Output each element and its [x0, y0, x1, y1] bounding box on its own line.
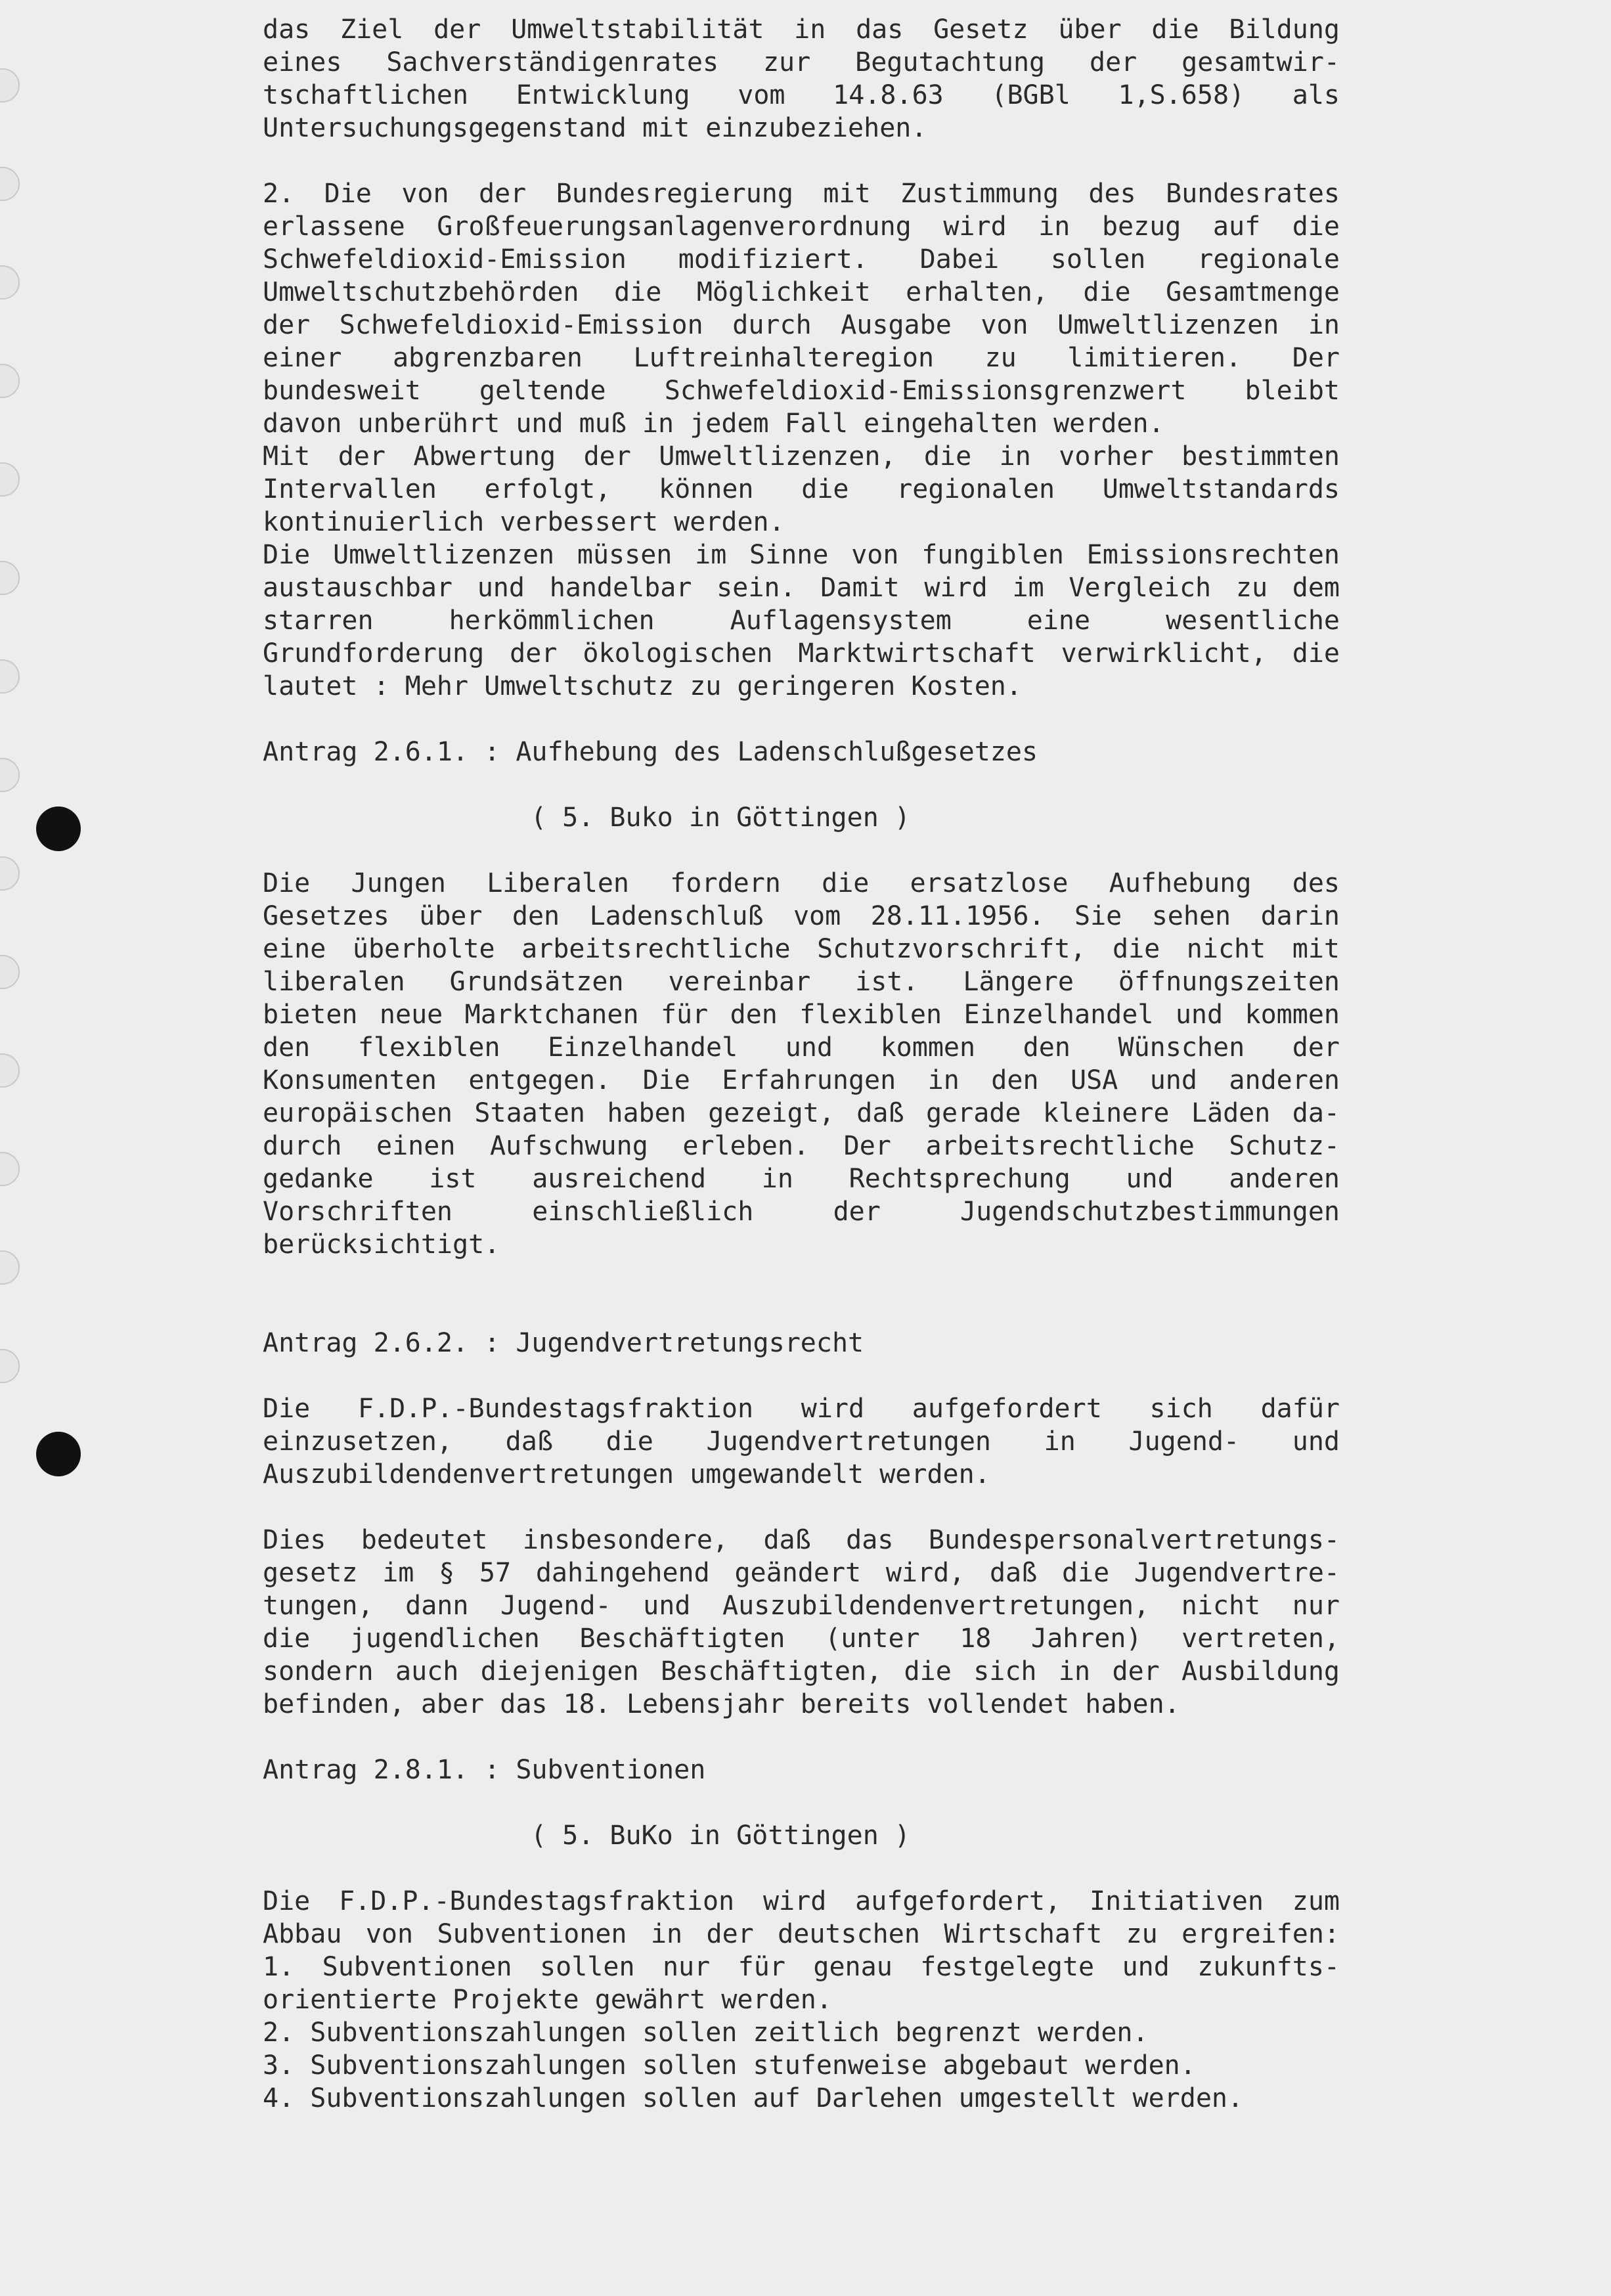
text-line: Auszubildendenvertretungen umgewandelt werden.	[263, 1459, 990, 1490]
text-line: lautet : Mehr Umweltschutz zu geringeren Kosten.	[263, 671, 1022, 701]
text-line: befinden, aber das 18. Lebensjahr bereits vollendet haben.	[263, 1689, 1180, 1719]
paper-edge-hole-mark	[0, 364, 20, 398]
paper-edge-hole-mark	[0, 167, 20, 201]
text-line: tschaftlichen Entwicklung vom 14.8.63 (BGBl 1,S.658) als	[263, 80, 1340, 110]
text-line: Untersuchungsgegenstand mit einzubeziehen.	[263, 113, 927, 143]
text-line: Die F.D.P.-Bundestagsfraktion wird aufgefordert sich dafür	[263, 1394, 1340, 1424]
list-item: 3. Subventionszahlungen sollen stufenweise abgebaut werden.	[263, 2050, 1196, 2081]
motion-origin: ( 5. BuKo in Göttingen )	[531, 1821, 910, 1851]
text-line: Vorschriften einschließlich der Jugendschutzbestimmungen	[263, 1197, 1340, 1227]
motion-origin: ( 5. Buko in Göttingen )	[531, 803, 910, 833]
text-line: europäischen Staaten haben gezeigt, daß gerade kleinere Läden da-	[263, 1098, 1340, 1128]
paper-edge-hole-mark	[0, 955, 20, 989]
text-line: liberalen Grundsätzen vereinbar ist. Längere öffnungszeiten	[263, 967, 1340, 997]
text-line: durch einen Aufschwung erleben. Der arbeitsrechtliche Schutz-	[263, 1131, 1340, 1161]
list-item: orientierte Projekte gewährt werden.	[263, 1985, 832, 2015]
text-line: 2. Die von der Bundesregierung mit Zustimmung des Bundesrates	[263, 179, 1340, 209]
text-line: Grundforderung der ökologischen Marktwirtschaft verwirklicht, die	[263, 638, 1340, 669]
text-line: den flexiblen Einzelhandel und kommen den Wünschen der	[263, 1032, 1340, 1063]
text-line: tungen, dann Jugend- und Auszubildendenvertretungen, nicht nur	[263, 1591, 1340, 1621]
text-line: gesetz im § 57 dahingehend geändert wird, daß die Jugendvertre-	[263, 1558, 1340, 1588]
motion-heading: Antrag 2.6.1. : Aufhebung des Ladenschlußgesetzes	[263, 737, 1038, 767]
text-line: Dies bedeutet insbesondere, daß das Bundespersonalvertretungs-	[263, 1525, 1340, 1555]
text-line: Umweltschutzbehörden die Möglichkeit erhalten, die Gesamtmenge	[263, 277, 1340, 307]
motion-heading: Antrag 2.6.2. : Jugendvertretungsrecht	[263, 1328, 864, 1358]
paper-edge-hole-mark	[0, 1053, 20, 1088]
text-line: sondern auch diejenigen Beschäftigten, die sich in der Ausbildung	[263, 1656, 1340, 1687]
text-line: davon unberührt und muß in jedem Fall eingehalten werden.	[263, 408, 1164, 439]
text-line: Mit der Abwertung der Umweltlizenzen, die in vorher bestimmten	[263, 441, 1340, 472]
text-line: Konsumenten entgegen. Die Erfahrungen in den USA und anderen	[263, 1065, 1340, 1095]
list-item: 4. Subventionszahlungen sollen auf Darlehen umgestellt werden.	[263, 2083, 1244, 2113]
paper-edge-hole-mark	[0, 265, 20, 299]
paper-edge-hole-mark	[0, 1250, 20, 1285]
paper-edge-hole-mark	[0, 68, 20, 102]
paper-edge-hole-mark	[0, 462, 20, 497]
punch-hole	[36, 1432, 81, 1476]
paper-edge-hole-mark	[0, 856, 20, 891]
text-line: austauschbar und handelbar sein. Damit wird im Vergleich zu dem	[263, 573, 1340, 603]
text-line: eine überholte arbeitsrechtliche Schutzvorschrift, die nicht mit	[263, 934, 1340, 964]
text-line: bundesweit geltende Schwefeldioxid-Emissionsgrenzwert bleibt	[263, 376, 1340, 406]
text-line: erlassene Großfeuerungsanlagenverordnung wird in bezug auf die	[263, 211, 1340, 242]
text-line: gedanke ist ausreichend in Rechtsprechung und anderen	[263, 1164, 1340, 1194]
text-line: Abbau von Subventionen in der deutschen Wirtschaft zu ergreifen:	[263, 1919, 1340, 1949]
text-line: die jugendlichen Beschäftigten (unter 18 Jahren) vertreten,	[263, 1623, 1340, 1654]
text-line: eines Sachverständigenrates zur Begutachtung der gesamtwir-	[263, 47, 1340, 77]
text-line: Intervallen erfolgt, können die regionalen Umweltstandards	[263, 474, 1340, 504]
paper-edge-hole-mark	[0, 758, 20, 792]
paper-edge-hole-mark	[0, 1349, 20, 1383]
paper-edge-hole-mark	[0, 561, 20, 595]
text-line: der Schwefeldioxid-Emission durch Ausgabe von Umweltlizenzen in	[263, 310, 1340, 340]
paper-edge-hole-mark	[0, 1152, 20, 1186]
text-line: kontinuierlich verbessert werden.	[263, 507, 785, 537]
text-line: Gesetzes über den Ladenschluß vom 28.11.1956. Sie sehen darin	[263, 901, 1340, 931]
text-line: berücksichtigt.	[263, 1229, 500, 1260]
paper-edge-hole-mark	[0, 659, 20, 694]
text-line: das Ziel der Umweltstabilität in das Gesetz über die Bildung	[263, 14, 1340, 45]
text-line: Die Jungen Liberalen fordern die ersatzlose Aufhebung des	[263, 868, 1340, 898]
text-line: bieten neue Marktchanen für den flexiblen Einzelhandel und kommen	[263, 1000, 1340, 1030]
text-line: Die Umweltlizenzen müssen im Sinne von fungiblen Emissionsrechten	[263, 540, 1340, 570]
text-line: einer abgrenzbaren Luftreinhalteregion zu limitieren. Der	[263, 343, 1340, 373]
text-line: Die F.D.P.-Bundestagsfraktion wird aufgefordert, Initiativen zum	[263, 1886, 1340, 1916]
text-line: Schwefeldioxid-Emission modifiziert. Dabei sollen regionale	[263, 244, 1340, 275]
text-line: einzusetzen, daß die Jugendvertretungen in Jugend- und	[263, 1426, 1340, 1457]
list-item: 1. Subventionen sollen nur für genau festgelegte und zukunfts-	[263, 1952, 1340, 1982]
text-line: starren herkömmlichen Auflagensystem eine wesentliche	[263, 606, 1340, 636]
punch-hole	[36, 806, 81, 851]
list-item: 2. Subventionszahlungen sollen zeitlich begrenzt werden.	[263, 2018, 1149, 2048]
motion-heading: Antrag 2.8.1. : Subventionen	[263, 1755, 706, 1785]
